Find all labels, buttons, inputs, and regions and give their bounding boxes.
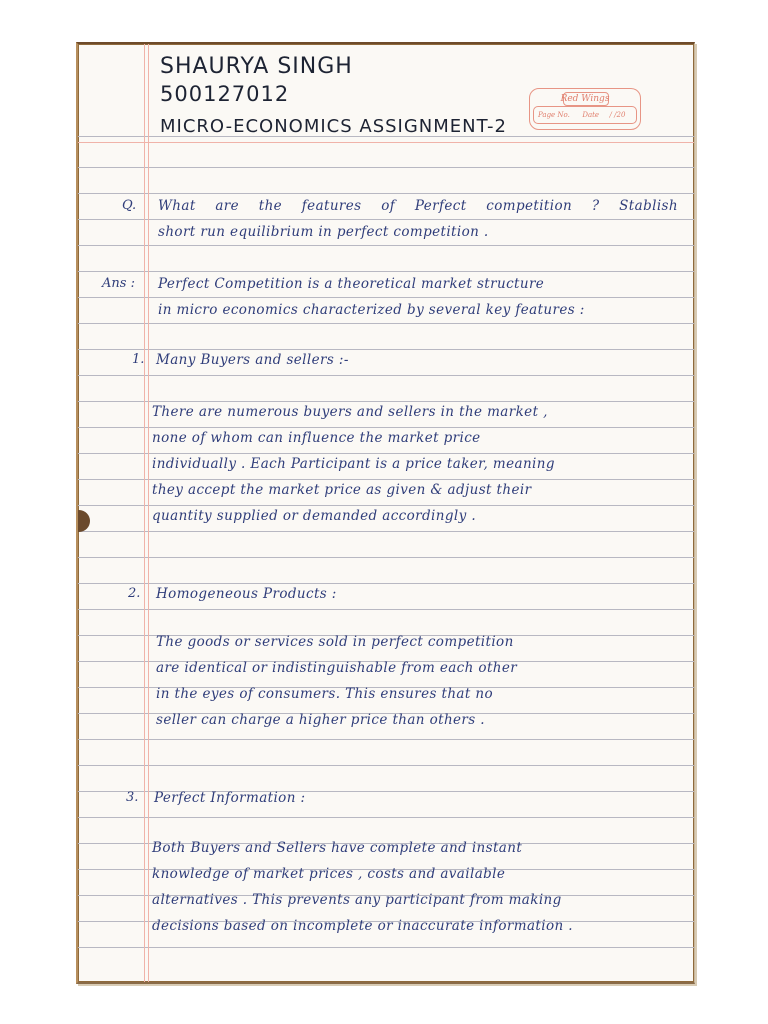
- rule-line: [78, 193, 694, 194]
- rule-line: [78, 817, 694, 818]
- rule-line: [78, 167, 694, 168]
- rule-line: [78, 401, 694, 402]
- section-line: seller can charge a higher price than others .: [156, 712, 485, 728]
- student-name: SHAURYA SINGH: [160, 54, 353, 79]
- stamp-meta: [538, 111, 634, 119]
- section-line: quantity supplied or demanded accordingly .: [152, 508, 477, 524]
- rule-line: [78, 947, 694, 948]
- rule-line: [78, 479, 694, 480]
- rule-line: [78, 453, 694, 454]
- question-marker: Q.: [122, 198, 137, 213]
- rule-line: [78, 557, 694, 558]
- stamp-date-value: / /20: [609, 111, 626, 119]
- section-line: alternatives . This prevents any participant from making: [152, 892, 562, 908]
- binder-hole: [76, 510, 90, 532]
- section-line: none of whom can influence the market price: [152, 430, 481, 446]
- question-line-2: short run equilibrium in perfect competition .: [158, 224, 489, 240]
- rule-line: [78, 271, 694, 272]
- roll-number: 500127012: [160, 82, 290, 106]
- section-number: 3.: [126, 790, 139, 805]
- section-line: individually . Each Participant is a price taker, meaning: [152, 456, 555, 472]
- notebook-page: [76, 42, 695, 984]
- section-number: 1.: [132, 352, 145, 367]
- section-line: There are numerous buyers and sellers in the market ,: [152, 404, 548, 420]
- section-line: in the eyes of consumers. This ensures that no: [156, 686, 494, 702]
- section-line: decisions based on incomplete or inaccurate information .: [152, 918, 573, 934]
- rule-line: [78, 323, 694, 324]
- stamp-date-label: Date: [582, 111, 600, 119]
- section-line: The goods or services sold in perfect competition: [156, 634, 514, 650]
- section-line: are identical or indistinguishable from each other: [156, 660, 518, 676]
- stamp-brand: Red Wings: [560, 94, 610, 104]
- section-line: they accept the market price as given & adjust their: [152, 482, 532, 498]
- rule-line: [78, 583, 694, 584]
- answer-line-1: Perfect Competition is a theoretical market structure: [158, 276, 545, 292]
- answer-line-2: in micro economics characterized by several key features :: [158, 302, 585, 318]
- rule-line: [78, 531, 694, 532]
- rule-line: [78, 739, 694, 740]
- rule-line: [78, 245, 694, 246]
- margin-line: [148, 44, 149, 982]
- margin-line: [144, 44, 145, 982]
- section-number: 2.: [128, 586, 141, 601]
- section-heading: Many Buyers and sellers :-: [156, 352, 349, 368]
- answer-marker: Ans :: [102, 276, 135, 291]
- rule-line-header: [78, 142, 694, 143]
- section-heading: Homogeneous Products :: [156, 586, 337, 602]
- rule-line: [78, 297, 694, 298]
- rule-line: [78, 349, 694, 350]
- assignment-title: MICRO-ECONOMICS ASSIGNMENT-2: [160, 116, 507, 137]
- rule-line: [78, 375, 694, 376]
- rule-line: [78, 765, 694, 766]
- question-line-1: What are the features of Perfect competition ? Stablish: [158, 198, 678, 214]
- rule-line: [78, 219, 694, 220]
- notebook-stamp: [529, 88, 641, 130]
- section-line: knowledge of market prices , costs and available: [152, 866, 506, 882]
- rule-line: [78, 609, 694, 610]
- rule-line: [78, 505, 694, 506]
- section-line: Both Buyers and Sellers have complete and instant: [152, 840, 523, 856]
- stamp-page-label: Page No.: [538, 111, 570, 119]
- section-heading: Perfect Information :: [154, 790, 306, 806]
- rule-line: [78, 427, 694, 428]
